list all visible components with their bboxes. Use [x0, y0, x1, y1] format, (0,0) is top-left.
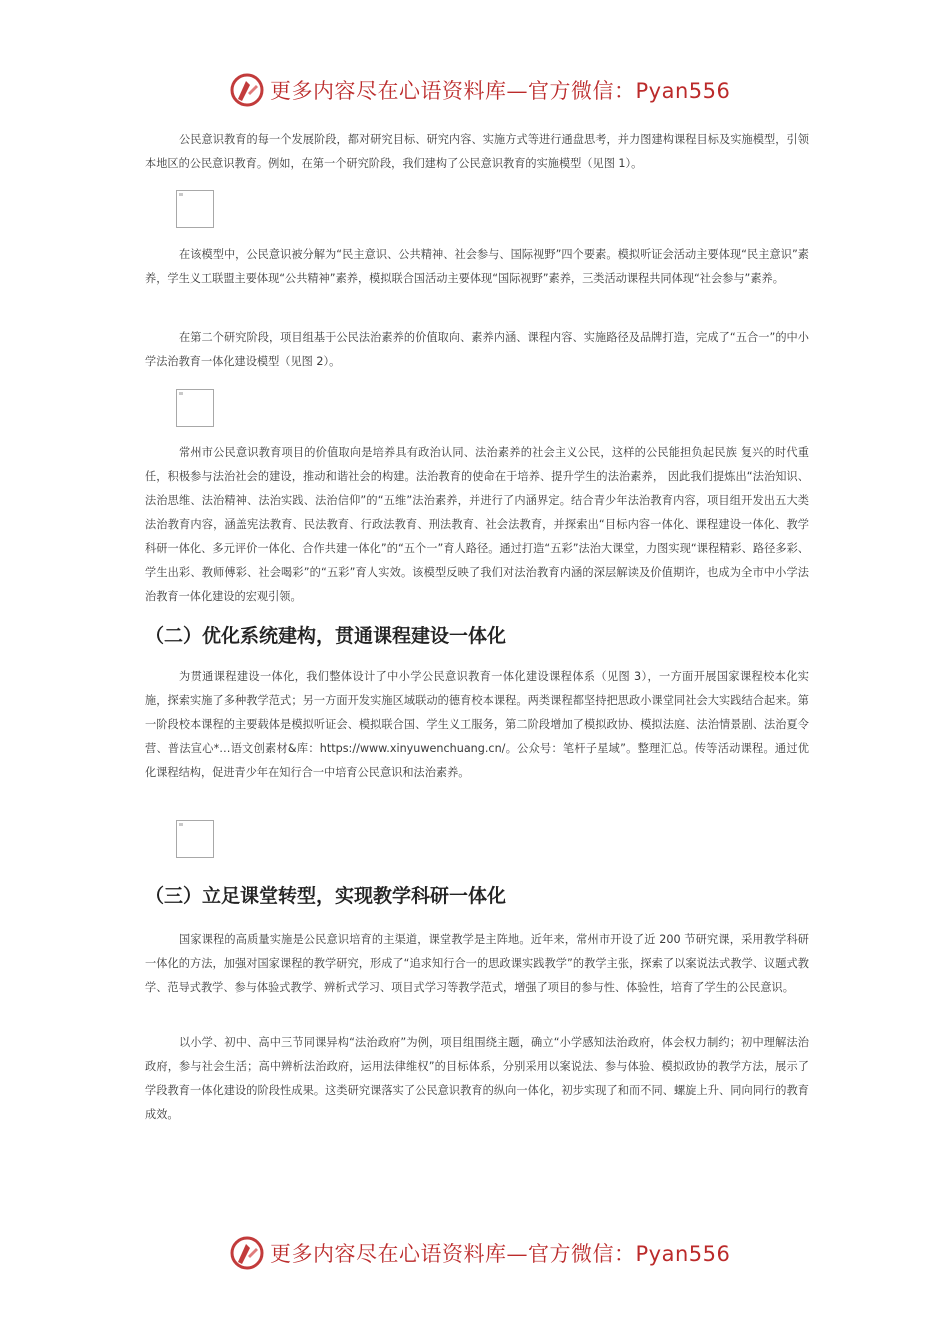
broken-image-icon — [179, 392, 183, 395]
banner-wechat-id: Pyan556 — [635, 79, 731, 103]
paragraph-1: 公民意识教育的每一个发展阶段，都对研究目标、研究内容、实施方式等进行通盘思考，并力图建构课程目标及实施模型，引领本地区的公民意识教育。例如，在第一个研究阶段，我们建构了公民意识教育的实施模型（见图 1）。 — [145, 133, 809, 170]
banner-text — [270, 1238, 730, 1268]
broken-image-icon — [179, 823, 183, 826]
banner-wechat-id: Pyan556 — [635, 1242, 731, 1266]
banner-text-cn: 更多内容尽在心语资料库—官方微信： — [270, 1242, 636, 1266]
bookmark-logo-icon — [229, 72, 265, 108]
figure-2-image — [176, 389, 214, 427]
banner-text — [270, 75, 730, 105]
bookmark-logo-icon — [229, 1235, 265, 1271]
paragraph-5: 为贯通课程建设一体化，我们整体设计了中小学公民意识教育一体化建设课程体系（见图 3），一方面开展国家课程校本化实施，探索实施了多种教学范式；另一方面开发实施区域联动的德育校本课程。两类课程都坚持把思政小课堂同社会大实践结合起来。第一阶段校本课程的主要载体是模拟听证会、模拟联合国、学生义工服务，第二阶段增加了模拟政协、模拟法庭、法治情景剧、法治夏令营、普法宣心*…语文创素材&库：https://www.xinyuwenchuang.cn/。公众号：笔杆子星域”。整理汇总。传等活动课程。通过优化课程结构，促进青少年在知行合一中培育公民意识和法治素养。 — [145, 670, 809, 779]
paragraph-7: 以小学、初中、高中三节同课异构“法治政府”为例，项目组围绕主题，确立“小学感知法治政府，体会权力制约；初中理解法治政府，参与社会生活；高中辨析法治政府，运用法律维权”的目标体系，分别采用以案说法、参与体验、模拟政协的教学方法，展示了学段教育一体化建设的阶段性成果。这类研究课落实了公民意识教育的纵向一体化，初步实现了和而不同、螺旋上升、同向同行的教育成效。 — [145, 1036, 809, 1121]
header-banner — [0, 70, 950, 110]
section-heading-2: （二）优化系统建构，贯通课程建设一体化 — [145, 625, 507, 647]
banner-text-cn: 更多内容尽在心语资料库—官方微信： — [270, 79, 636, 103]
figure-1-image — [176, 190, 214, 228]
figure-3-image — [176, 820, 214, 858]
paragraph-4: 常州市公民意识教育项目的价值取向是培养具有政治认同、法治素养的社会主义公民，这样的公民能担负起民族 复兴的时代重任，积极参与法治社会的建设，推动和谐社会的构建。法治教育的使命在于培养、提升学生的法治素养， 因此我们提炼出“法治知识、法治思维、法治精神、法治实践、法治信仰”的“五维”法治素养，并进行了内涵界定。结合青少年法治教育内容，项目组开发出五大类法治教育内容，涵盖宪法教育、民法教育、行政法教育、刑法教育、社会法教育，并探索出“目标内容一体化、课程建设一体化、教学科研一体化、多元评价一体化、合作共建一体化”的“五个一”育人路径。通过打造“五彩”法治大课堂，力图实现“课程精彩、路径多彩、学生出彩、教师傅彩、社会喝彩”的“五彩”育人实效。该模型反映了我们对法治教育内涵的深层解读及价值期许，也成为全市中小学法治教育一体化建设的宏观引领。 — [145, 446, 809, 603]
footer-banner — [0, 1233, 950, 1273]
broken-image-icon — [179, 193, 183, 196]
section-heading-3: （三）立足课堂转型，实现教学科研一体化 — [145, 885, 507, 907]
paragraph-3: 在第二个研究阶段，项目组基于公民法治素养的价值取向、素养内涵、课程内容、实施路径及品牌打造，完成了“五合一”的中小学法治教育一体化建设模型（见图 2）。 — [145, 331, 809, 368]
paragraph-2: 在该模型中，公民意识被分解为“民主意识、公共精神、社会参与、国际视野”四个要素。模拟听证会活动主要体现“民主意识”素养，学生义工联盟主要体现“公共精神”素养，模拟联合国活动主要体现“国际视野”素养，三类活动课程共同体现“社会参与”素养。 — [145, 248, 809, 285]
paragraph-6: 国家课程的高质量实施是公民意识培育的主渠道，课堂教学是主阵地。近年来，常州市开设了近 200 节研究课，采用教学科研一体化的方法，加强对国家课程的教学研究，形成了“追求知行合一的思政课实践教学”的教学主张，探索了以案说法式教学、议题式教学、范导式教学、参与体验式教学、辨析式学习、项目式学习等教学范式，增强了项目的参与性、体验性，培育了学生的公民意识。 — [145, 933, 809, 994]
